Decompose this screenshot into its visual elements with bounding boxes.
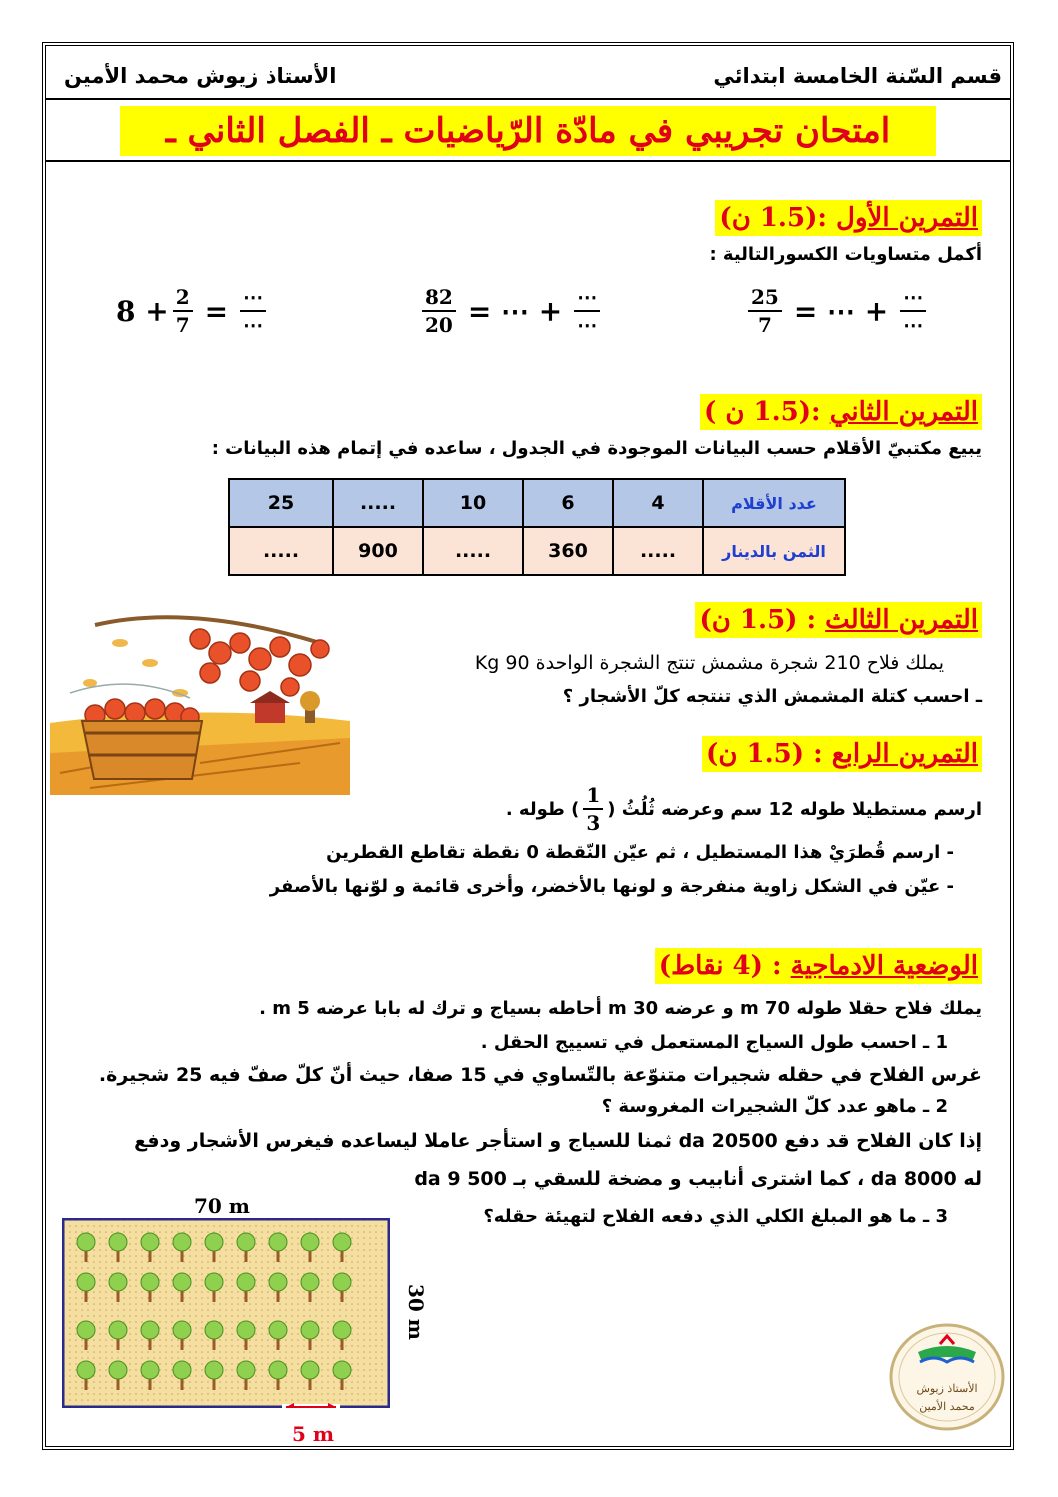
ex4-line1-text: ارسم مستطيلا طوله 12 سم وعرضه ثُلُثُ ( (607, 798, 982, 820)
ex4-bullet1: - ارسم قُطرَيْ هذا المستطيل ، ثم عيّن النّقطة 0 نقطة تقاطع القطرين (326, 842, 954, 863)
teacher-name: الأستاذ زيوش محمد الأمين (64, 64, 337, 88)
ex4-title-text: التمرين الرابع (831, 739, 978, 769)
ex3-points: : (1.5 ن) (699, 605, 817, 635)
ex1-equation-right (744, 284, 930, 338)
ex1-title-text: التمرين الأول (836, 203, 978, 233)
table-cell: ..... (333, 479, 423, 527)
fraction: $\frac{2}{7}$ (173, 284, 193, 338)
table-row (229, 479, 845, 527)
integ-points: : (4 نقاط) (658, 951, 782, 981)
table-cell: 360 (523, 527, 613, 575)
ex4-points: : (1.5 ن) (706, 739, 823, 769)
equals-sign: = (204, 294, 229, 328)
whole-number: 8 + (116, 294, 169, 328)
integ-q2: 2 ـ ماهو عدد كلّ الشجيرات المغروسة ؟ (601, 1096, 948, 1117)
title-row (46, 100, 1010, 162)
ex4-bullet2: - عيّن في الشكل زاوية منفرجة و لونها بالأخضر، وأخرى قائمة و لوّنها بالأصفر (269, 876, 954, 897)
ex3-title (695, 602, 982, 638)
fraction: $\frac{25}{7}$ (748, 284, 782, 338)
integ-q3: 3 ـ ما هو المبلغ الكلي الذي دفعه الفلاح لتهيئة حقله؟ (483, 1206, 948, 1227)
fraction: $\frac{82}{20}$ (422, 284, 456, 338)
ex2-instruction: يبيع مكتبيّ الأقلام حسب البيانات الموجودة في الجدول ، ساعده في إتمام هذه البيانات : (211, 438, 982, 459)
field-diagram (62, 1218, 390, 1408)
integ-q1: 1 ـ احسب طول السياج المستعمل في تسييج الحقل . (480, 1032, 948, 1053)
integ-title (655, 948, 982, 984)
ex2-points: :(1.5 ن ) (704, 397, 821, 427)
ex1-title (715, 200, 982, 236)
table-cell: 25 (229, 479, 333, 527)
equation-operator: = ⋯ + (467, 294, 563, 328)
table-cell: 6 (523, 479, 613, 527)
header-row (46, 58, 1010, 100)
svg-text:الأستاذ زيوش: الأستاذ زيوش (916, 1382, 978, 1395)
ex4-line1 (506, 782, 982, 836)
table-cell: ..... (229, 527, 333, 575)
ex2-title-text: التمرين الثاني (829, 397, 978, 427)
row-label: الثمن بالدينار (703, 527, 845, 575)
table-cell: ..... (613, 527, 703, 575)
apricot-basket-illustration (50, 603, 350, 795)
blank-fraction: $\frac{\cdots}{\cdots}$ (240, 284, 266, 338)
ex1-equation-middle (418, 284, 604, 338)
integ-p2: غرس الفلاح في حقله شجيرات متنوّعة بالتّساوي في 15 صفا، حيث أنّ كلّ صفّ فيه 25 شجيرة. (98, 1064, 982, 1086)
exam-title: امتحان تجريبي في مادّة الرّياضيات ـ الفصل الثاني ـ (120, 106, 936, 156)
ex4-title (702, 736, 982, 772)
equation-operator: = ⋯ + (793, 294, 889, 328)
door-width-label: 5 m (292, 1422, 335, 1446)
table-cell: ..... (423, 527, 523, 575)
svg-text:محمد الأمين: محمد الأمين (919, 1400, 975, 1413)
pens-price-table (228, 478, 846, 576)
table-cell: 900 (333, 527, 423, 575)
table-row (229, 527, 845, 575)
table-cell: 4 (613, 479, 703, 527)
ex3-line2: ـ احسب كتلة المشمش الذي تنتجه كلّ الأشجار ؟ (562, 686, 982, 707)
integ-p4: له 8000 da ، كما اشترى أنابيب و مضخة للسقي بـ da 9 500 (414, 1168, 982, 1190)
class-label: قسم السّنة الخامسة ابتدائي (713, 64, 1002, 88)
one-third-fraction: $\frac{1}{3}$ (583, 782, 603, 836)
integ-title-text: الوضعية الادماجية (790, 951, 978, 981)
blank-fraction: $\frac{\cdots}{\cdots}$ (574, 284, 600, 338)
ex1-instruction: أكمل متساويات الكسورالتالية : (709, 244, 982, 265)
field-width-label: 30 m (403, 1284, 428, 1340)
field-length-label: 70 m (194, 1194, 250, 1218)
row-label: عدد الأقلام (703, 479, 845, 527)
ex1-equation-left (116, 284, 270, 338)
teacher-seal-logo (888, 1322, 1006, 1432)
ex2-title (700, 394, 982, 430)
ex3-title-text: التمرين الثالث (825, 605, 978, 635)
ex1-points: :(1.5 ن) (719, 203, 827, 233)
table-cell: 10 (423, 479, 523, 527)
integ-p3: إذا كان الفلاح قد دفع 20500 da ثمنا للسياج و استأجر عاملا ليساعده فيغرس الأشجار ودفع (134, 1130, 982, 1152)
blank-fraction: $\frac{\cdots}{\cdots}$ (900, 284, 926, 338)
ex3-line1: يملك فلاح 210 شجرة مشمش تنتج الشجرة الواحدة 90 Kg (474, 652, 944, 674)
integ-p1: يملك فلاح حقلا طوله 70 m و عرضه 30 m أحاطه بسياج و ترك له بابا عرضه 5 m . (259, 998, 982, 1019)
ex4-line1-end: ) طوله . (505, 798, 580, 820)
